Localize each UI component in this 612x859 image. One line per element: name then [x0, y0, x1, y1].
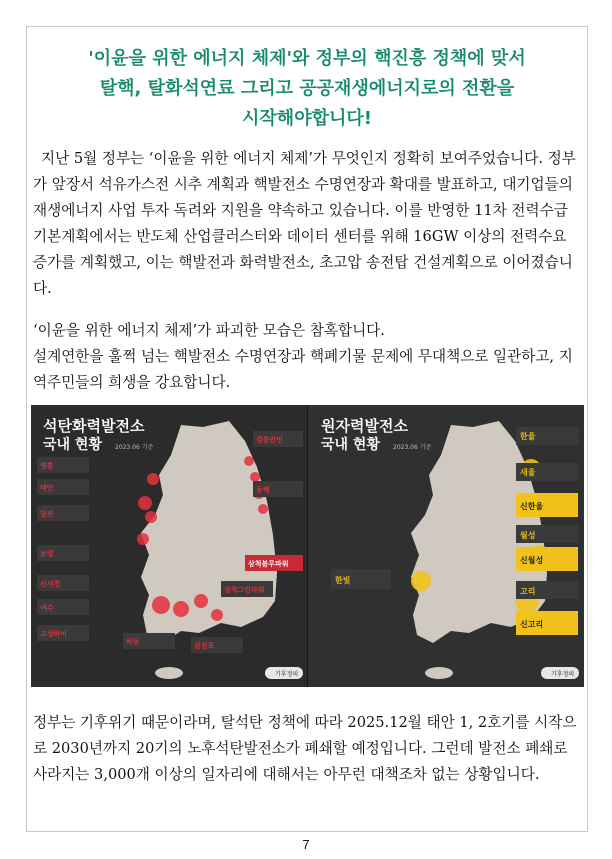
page-number: 7 [302, 837, 310, 852]
coal-label: 삼척블루파워 [248, 560, 289, 568]
title-line-2: 탈핵, 탈화석연료 그리고 공공재생에너지로의 전환을 [99, 78, 515, 99]
coal-label: 고성하이 [40, 630, 68, 638]
paragraph-2-line-2: 설계연한을 훌쩍 넘는 핵발전소 수명연장과 핵폐기물 문제에 무대책으로 일관하고, 지역주민들의 희생을 강요합니다. [33, 348, 573, 391]
nuclear-label: 월성 [520, 531, 536, 540]
coal-label: 보령 [40, 550, 54, 558]
paragraph-1: 지난 5월 정부는 ‘이윤을 위한 에너지 체제’가 무엇인지 정확히 보여주었습니다. 정부가 앞장서 석유가스전 시추 계획과 핵발전소 수명연장과 확대를 발표하고, 대기업들의 재생에너지 사업 투자 독려와 지원을 약속하고 있습니다. 이를 반영한 11차 전력수급기본계획에서는 반도체 산업클러스터와 데이터 센터를 위해 16GW 이상의 전력수요 증가를 계획했고, 이는 핵발전과 화력발전소, 초고압 송전탑 건설계획으로 이어졌습니다. [33, 150, 576, 297]
power-plant-map-figure [31, 405, 584, 687]
nuclear-label: 한빛 [335, 576, 351, 585]
map-graphic [31, 405, 584, 687]
nuclear-title-line-2: 국내 현황 [321, 437, 380, 453]
coal-title-line-1: 석탄화력발전소 [43, 417, 145, 435]
page-title [26, 44, 588, 134]
coal-title-line-2: 국내 현황 [43, 437, 102, 453]
nuclear-title-line-1: 원자력발전소 [321, 417, 408, 435]
coal-label: 삼천포 [194, 642, 215, 650]
coal-jeju-map [155, 667, 183, 679]
nuclear-label: 새울 [520, 468, 536, 477]
coal-label: 영흥 [40, 462, 54, 470]
nuclear-label: 고리 [520, 587, 536, 596]
nuclear-date: 2023.06 기준 [393, 444, 432, 451]
coal-label: 신서천 [40, 580, 61, 588]
nuclear-label: 한울 [520, 432, 536, 441]
coal-label: 하동 [126, 638, 140, 646]
coal-label: 동해 [256, 486, 270, 494]
coal-date: 2023.06 기준 [115, 444, 154, 451]
nuclear-label: 신월성 [520, 556, 544, 565]
coal-label: 강릉안인 [256, 436, 284, 444]
coal-label: 태안 [40, 484, 54, 492]
coal-label: 당진 [40, 510, 54, 518]
paragraph-2 [33, 318, 581, 396]
nuclear-label: 신고리 [520, 620, 544, 629]
nuclear-logo-text: 기후정의 [551, 671, 575, 678]
coal-label: 여수 [40, 604, 54, 612]
title-line-1: '이윤을 위한 에너지 체제'와 정부의 핵진흥 정책에 맞서 [88, 48, 526, 69]
paragraph-2-line-1: ‘이윤을 위한 에너지 체제’가 파괴한 모습은 참혹합니다. [33, 322, 385, 339]
nuclear-label: 신한울 [520, 502, 544, 511]
paragraph-3: 정부는 기후위기 때문이라며, 탈석탄 정책에 따라 2025.12월 태안 1, 2호기를 시작으로 2030년까지 20기의 노후석탄발전소가 폐쇄할 예정입니다. 그런데 발전소 폐쇄로 사라지는 3,000개 이상의 일자리에 대해서는 아무런 대책조차 없는 상황입니다. [33, 714, 577, 783]
title-line-3: 시작해야합니다! [242, 108, 372, 129]
coal-logo-text: 기후정의 [275, 671, 299, 678]
coal-label: 삼척그린파워 [224, 586, 265, 594]
nuclear-jeju-map [425, 667, 453, 679]
